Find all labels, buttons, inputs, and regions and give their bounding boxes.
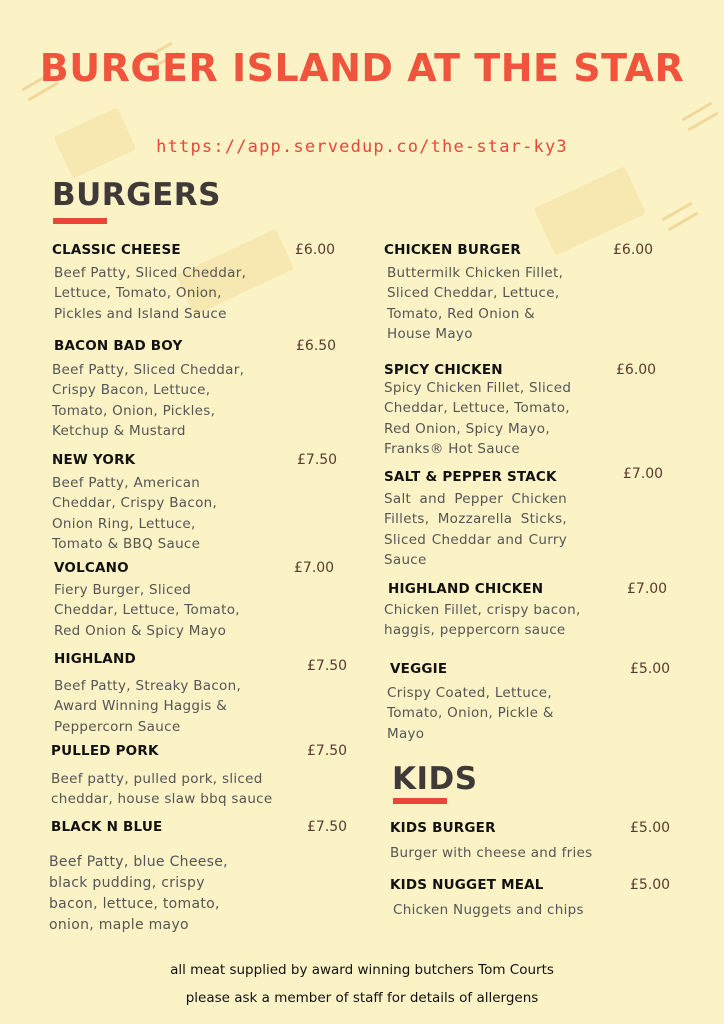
item-description: Beef Patty, blue Cheese, black pudding, crispy bacon, lettuce, tomato, onion, maple mayo <box>49 854 228 933</box>
item-name: HIGHLAND CHICKEN <box>388 581 544 597</box>
section-underline <box>393 798 447 804</box>
order-url-link[interactable]: https://app.servedup.co/the-star-ky3 <box>156 137 568 157</box>
item-description: Beef patty, pulled pork, sliced cheddar, house slaw bbq sauce <box>51 771 273 808</box>
item-price: £5.00 <box>630 661 671 677</box>
item-description: Beef Patty, American Cheddar, Crispy Bacon, Onion Ring, Lettuce, Tomato & BBQ Sauce <box>52 475 218 553</box>
section-underline <box>53 218 107 224</box>
item-name: KIDS BURGER <box>390 820 496 836</box>
item-name: BLACK N BLUE <box>51 819 163 835</box>
item-name: VOLCANO <box>54 560 129 576</box>
item-price: £6.00 <box>295 242 336 258</box>
item-name: NEW YORK <box>52 452 136 468</box>
item-price: £5.00 <box>630 820 671 836</box>
item-price: £6.50 <box>296 338 337 354</box>
item-description: Beef Patty, Streaky Bacon, Award Winning Haggis & Peppercorn Sauce <box>54 678 242 735</box>
item-description: Chicken Fillet, crispy bacon, haggis, peppercorn sauce <box>384 602 581 639</box>
item-name: BACON BAD BOY <box>54 338 183 354</box>
item-price: £7.50 <box>307 819 348 835</box>
item-description: Beef Patty, Sliced Cheddar, Lettuce, Tomato, Onion, Pickles and Island Sauce <box>54 265 247 322</box>
item-description: Buttermilk Chicken Fillet, Sliced Cheddar, Lettuce, Tomato, Red Onion & House Mayo <box>387 265 564 343</box>
item-price: £7.50 <box>307 658 348 674</box>
item-price: £7.50 <box>307 743 348 759</box>
item-description: Salt and Pepper Chicken Fillets, Mozzarella Sticks, Sliced Cheddar and Curry Sauce <box>384 491 567 569</box>
item-name: HIGHLAND <box>54 651 136 667</box>
item-description: Spicy Chicken Fillet, Sliced Cheddar, Lettuce, Tomato, Red Onion, Spicy Mayo, Franks® Hot Sauce <box>384 380 572 458</box>
item-price: £7.00 <box>623 466 664 482</box>
item-price: £7.00 <box>627 581 668 597</box>
footer-note-meat-supplier: all meat supplied by award winning butchers Tom Courts <box>170 962 554 978</box>
footer-note-allergens: please ask a member of staff for details of allergens <box>185 990 539 1006</box>
item-price: £7.50 <box>297 452 338 468</box>
item-name: VEGGIE <box>390 661 448 677</box>
item-price: £7.00 <box>294 560 335 576</box>
page-title: BURGER ISLAND AT THE STAR <box>39 46 685 90</box>
item-name: SPICY CHICKEN <box>384 362 503 378</box>
item-description: Chicken Nuggets and chips <box>393 902 584 918</box>
item-price: £6.00 <box>613 242 654 258</box>
item-name: CLASSIC CHEESE <box>52 242 181 258</box>
item-name: SALT & PEPPER STACK <box>384 469 557 485</box>
item-description: Burger with cheese and fries <box>390 845 593 861</box>
item-name: PULLED PORK <box>51 743 159 759</box>
item-name: CHICKEN BURGER <box>384 242 521 258</box>
item-description: Crispy Coated, Lettuce, Tomato, Onion, Pickle & Mayo <box>387 685 554 742</box>
item-description: Beef Patty, Sliced Cheddar, Crispy Bacon, Lettuce, Tomato, Onion, Pickles, Ketchup & Mustard <box>52 362 245 440</box>
item-price: £6.00 <box>616 362 657 378</box>
section-heading-burgers: BURGERS <box>52 177 221 213</box>
item-name: KIDS NUGGET MEAL <box>390 877 544 893</box>
item-description: Fiery Burger, Sliced Cheddar, Lettuce, Tomato, Red Onion & Spicy Mayo <box>54 582 240 639</box>
item-price: £5.00 <box>630 877 671 893</box>
section-heading-kids: KIDS <box>392 761 478 797</box>
